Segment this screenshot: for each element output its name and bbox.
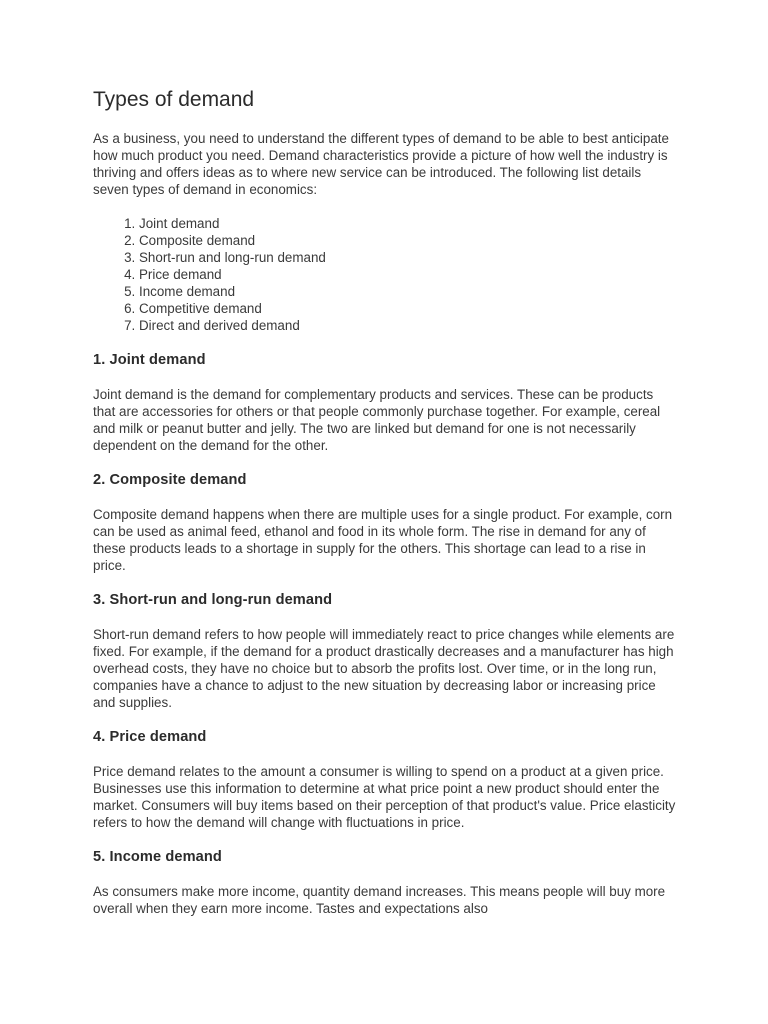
list-item: 7. Direct and derived demand	[139, 317, 678, 334]
section-body-price-demand: Price demand relates to the amount a consumer is willing to spend on a product at a given price. Businesses use this information to determine at what price point a new product should enter the market. Consumers will buy items based on their perception of that product's value. Price elasticity refers to how the demand will change with fluctuations in price.	[93, 764, 676, 830]
section-body-short-long-run-demand: Short-run demand refers to how people will immediately react to price changes while elements are fixed. For example, if the demand for a product drastically decreases and a manufacturer has high overhead costs, they have no choice but to absorb the profits lost. Over time, or in the long run, companies have a chance to adjust to the new situation by decreasing labor or increasing price and supplies.	[93, 627, 675, 710]
demand-types-list	[93, 215, 678, 334]
section-heading-joint-demand: 1. Joint demand	[93, 352, 206, 368]
list-item: 2. Composite demand	[139, 232, 678, 249]
section-heading-composite-demand: 2. Composite demand	[93, 472, 247, 488]
section-heading-short-long-run-demand: 3. Short-run and long-run demand	[93, 592, 333, 608]
section-body-joint-demand: Joint demand is the demand for complementary products and services. These can be products that are accessories for others or that people commonly purchase together. For example, cereal and milk or peanut butter and jelly. The two are linked but demand for one is not necessarily dependent on the demand for the other.	[93, 387, 661, 453]
list-item: 5. Income demand	[139, 283, 678, 300]
section-heading-income-demand: 5. Income demand	[93, 849, 222, 865]
list-item: 3. Short-run and long-run demand	[139, 249, 678, 266]
section-body-income-demand: As consumers make more income, quantity demand increases. This means people will buy more overall when they earn more income. Tastes and expectations also	[93, 884, 666, 916]
section-body-composite-demand: Composite demand happens when there are multiple uses for a single product. For example, corn can be used as animal feed, ethanol and food in its whole form. The rise in demand for any of these products leads to a shortage in supply for the others. This shortage can lead to a rise in price.	[93, 507, 673, 573]
section-heading-price-demand: 4. Price demand	[93, 729, 207, 745]
document-page	[93, 86, 678, 934]
list-item: 1. Joint demand	[139, 215, 678, 232]
list-item: 4. Price demand	[139, 266, 678, 283]
intro-paragraph: As a business, you need to understand the different types of demand to be able to best anticipate how much product you need. Demand characteristics provide a picture of how well the industry is thriving and offers ideas as to where new service can be introduced. The following list details seven types of demand in economics:	[93, 131, 669, 197]
page-title: Types of demand	[93, 88, 255, 111]
list-item: 6. Competitive demand	[139, 300, 678, 317]
